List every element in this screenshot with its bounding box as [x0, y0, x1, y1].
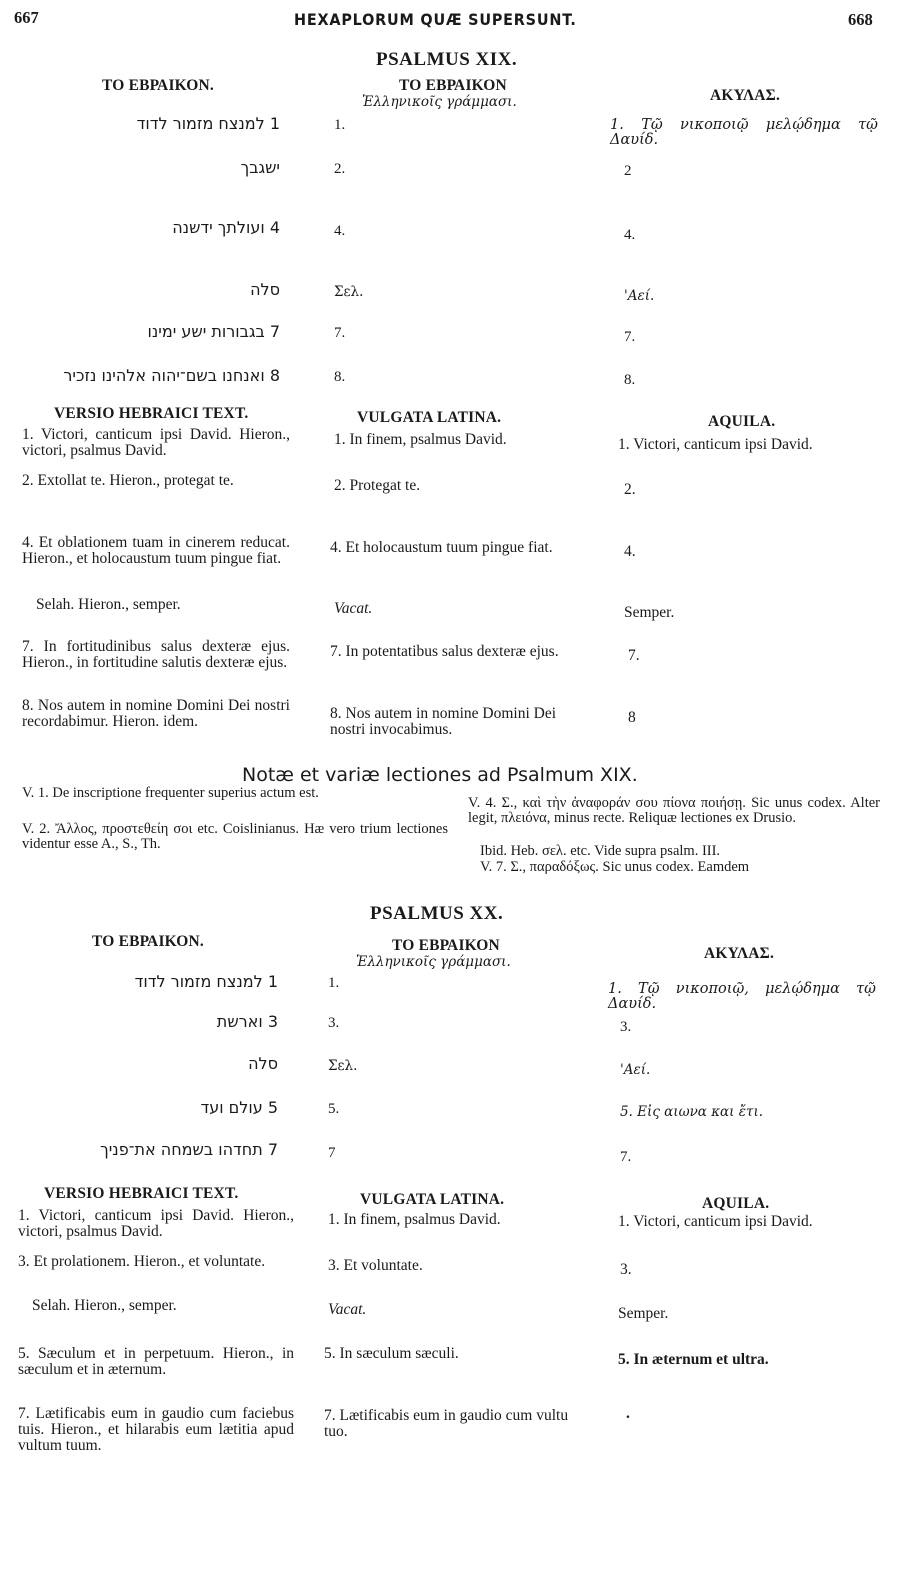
- translit-verse: 5.: [328, 1101, 340, 1117]
- aquila-verse: 'Αεί.: [624, 288, 655, 304]
- versio-verse: 1. Victori, canticum ipsi David. Hieron., victori, psalmus David.: [18, 1207, 294, 1240]
- psalm-19-title: PSALMUS XIX.: [376, 49, 518, 70]
- aquila-latin-verse: 8: [628, 709, 636, 726]
- aquila-verse: 7.: [620, 1149, 632, 1165]
- hebrew-verse: 1 למנצח מזמור לדוד: [134, 972, 278, 991]
- translit-verse: Σελ.: [328, 1058, 358, 1074]
- translit-verse: 3.: [328, 1015, 340, 1031]
- aquila-verse: 2: [624, 163, 632, 179]
- hebrew-verse: סלה: [248, 1054, 278, 1073]
- versio-verse: 5. Sæculum et in perpetuum. Hieron., in sæculum et in æternum.: [18, 1345, 294, 1378]
- aquila-verse: 3.: [620, 1019, 632, 1035]
- psalm-19-col-translit-heading: ΤΟ ΕΒΡΑΙΚΟΝ: [399, 77, 507, 94]
- vulgata-verse: 1. In finem, psalmus David.: [328, 1211, 501, 1228]
- translit-verse: 1.: [328, 975, 340, 991]
- vulgata-verse: 4. Et holocaustum tuum pingue fiat.: [330, 539, 553, 556]
- psalm-19-col-aquila-heading: ΑΚΥΛΑΣ.: [710, 87, 781, 104]
- translit-verse: 4.: [334, 223, 346, 239]
- aquila-latin-verse: 4.: [624, 543, 636, 560]
- aquila-latin-verse: 1. Victori, canticum ipsi David.: [618, 436, 813, 453]
- vulgata-verse: 2. Protegat te.: [334, 477, 421, 494]
- right-page-number: 668: [848, 10, 873, 29]
- translit-verse: Σελ.: [334, 284, 364, 300]
- hebrew-verse: ישגבך: [240, 158, 280, 177]
- notes-right-1: V. 4. Σ., καὶ τὴν ἀναφοράν σου πίονα ποιήσῃ. Sic unus codex. Alter legit, πλειόνα, minus recte. Reliquæ lectiones ex Drusio.: [468, 795, 880, 826]
- psalm-20-latin-head-versio: VERSIO HEBRAICI TEXT.: [44, 1185, 239, 1202]
- hebrew-verse: 7 תחדהו בשמחה את־פניך: [100, 1140, 278, 1159]
- psalm-20-latin-head-vulgata: VULGATA LATINA.: [360, 1191, 505, 1208]
- psalm-19-latin-head-aquila: AQUILA.: [708, 413, 776, 430]
- psalm-19-col-hebrew-heading: ΤΟ ΕΒΡΑΙΚΟΝ.: [102, 77, 214, 94]
- aquila-latin-verse: .: [626, 1405, 630, 1422]
- translit-verse: 1.: [334, 117, 346, 133]
- aquila-latin-verse: 5. In æternum et ultra.: [618, 1351, 769, 1368]
- notes-right-3: V. 7. Σ., παραδόξως. Sic unus codex. Eamdem: [480, 859, 750, 875]
- aquila-verse: 1. Τῷ νικοποιῷ μελῴδημα τῷ Δαυίδ.: [610, 117, 878, 148]
- translit-verse: 2.: [334, 161, 346, 177]
- left-page-number: 667: [14, 8, 39, 27]
- vulgata-verse: 5. In sæculum sæculi.: [324, 1345, 459, 1362]
- vulgata-verse: 7. Lætificabis eum in gaudio cum vultu tuo.: [324, 1407, 569, 1440]
- hebrew-verse: 3 וארשת: [216, 1012, 278, 1031]
- vulgata-verse: 8. Nos autem in nomine Domini Dei nostri invocabimus.: [330, 705, 557, 738]
- notes-left-1: V. 1. De inscriptione frequenter superius actum est.: [22, 785, 319, 801]
- vulgata-verse: Vacat.: [334, 600, 373, 617]
- psalm-20-col-translit-subheading: Ἑλληνικοῖς γράμμασι.: [356, 954, 511, 970]
- aquila-latin-verse: 3.: [620, 1261, 632, 1278]
- versio-verse: 4. Et oblationem tuam in cinerem reducat. Hieron., et holocaustum tuum pingue fiat.: [22, 534, 290, 567]
- vulgata-verse: 3. Et voluntate.: [328, 1257, 423, 1274]
- aquila-verse: 8.: [624, 372, 636, 388]
- aquila-latin-verse: 7.: [628, 647, 640, 664]
- hebrew-verse: 4 ועולתך ידשנה: [172, 218, 280, 237]
- hebrew-verse: סלה: [250, 280, 280, 299]
- versio-verse: 2. Extollat te. Hieron., protegat te.: [22, 472, 234, 489]
- notes-title: Notæ et variæ lectiones ad Psalmum XIX.: [242, 764, 638, 786]
- psalm-20-title: PSALMUS XX.: [370, 903, 504, 924]
- hebrew-verse: 5 עולם ועד: [200, 1098, 278, 1117]
- vulgata-verse: 7. In potentatibus salus dexteræ ejus.: [330, 643, 559, 660]
- psalm-20-latin-head-aquila: AQUILA.: [702, 1195, 770, 1212]
- hebrew-verse: 1 למנצח מזמור לדוד: [136, 114, 280, 133]
- psalm-19-latin-head-versio: VERSIO HEBRAICI TEXT.: [54, 405, 249, 422]
- aquila-verse: 5. Εἰς αιωνα και ἔτι.: [620, 1104, 764, 1120]
- aquila-latin-verse: Semper.: [618, 1305, 669, 1322]
- versio-verse: 1. Victori, canticum ipsi David. Hieron., victori, psalmus David.: [22, 426, 290, 459]
- translit-verse: 7.: [334, 325, 346, 341]
- hebrew-verse: 8 ואנחנו בשם־יהוה אלהינו נזכיר: [63, 366, 280, 385]
- vulgata-verse: Vacat.: [328, 1301, 367, 1318]
- versio-verse: 7. Lætificabis eum in gaudio cum faciebus tuis. Hieron., et hilarabis eum lætitia apud vultum tuum.: [18, 1405, 294, 1454]
- versio-verse: 8. Nos autem in nomine Domini Dei nostri recordabimur. Hieron. idem.: [22, 697, 290, 730]
- psalm-20-col-aquila-heading: ΑΚΥΛΑΣ.: [704, 945, 775, 962]
- running-title: HEXAPLORUM QUÆ SUPERSUNT.: [294, 10, 577, 29]
- versio-verse: 7. In fortitudinibus salus dexteræ ejus. Hieron., in fortitudine salutis dexteræ ejus.: [22, 638, 290, 671]
- psalm-19-latin-head-vulgata: VULGATA LATINA.: [357, 409, 502, 426]
- aquila-verse: 1. Τῷ νικοποιῷ, μελῴδημα τῷ Δαυίδ.: [608, 981, 876, 1012]
- aquila-latin-verse: 1. Victori, canticum ipsi David.: [618, 1213, 813, 1230]
- translit-verse: 7: [328, 1145, 336, 1161]
- versio-verse: 3. Et prolationem. Hieron., et voluntate.: [18, 1253, 266, 1270]
- aquila-verse: 4.: [624, 227, 636, 243]
- psalm-20-col-hebrew-heading: ΤΟ ΕΒΡΑΙΚΟΝ.: [92, 933, 204, 950]
- translit-verse: 8.: [334, 369, 346, 385]
- aquila-verse: 'Αεί.: [620, 1062, 651, 1078]
- aquila-latin-verse: Semper.: [624, 604, 675, 621]
- versio-verse: Selah. Hieron., semper.: [32, 1297, 177, 1314]
- notes-left-2: V. 2. Ἄλλος, προστεθείη σοι etc. Coislinianus. Hæ vero trium lectiones videntur esse A., S., Th.: [22, 821, 448, 852]
- notes-right-2: Ibid. Heb. σελ. etc. Vide supra psalm. III.: [480, 843, 721, 859]
- versio-verse: Selah. Hieron., semper.: [36, 596, 181, 613]
- vulgata-verse: 1. In finem, psalmus David.: [334, 431, 507, 448]
- psalm-20-col-translit-heading: ΤΟ ΕΒΡΑΙΚΟΝ: [392, 937, 500, 954]
- psalm-19-col-translit-subheading: Ἑλληνικοῖς γράμμασι.: [362, 94, 517, 110]
- hebrew-verse: 7 בגבורות ישע ימינו: [147, 322, 280, 341]
- aquila-verse: 7.: [624, 329, 636, 345]
- aquila-latin-verse: 2.: [624, 481, 636, 498]
